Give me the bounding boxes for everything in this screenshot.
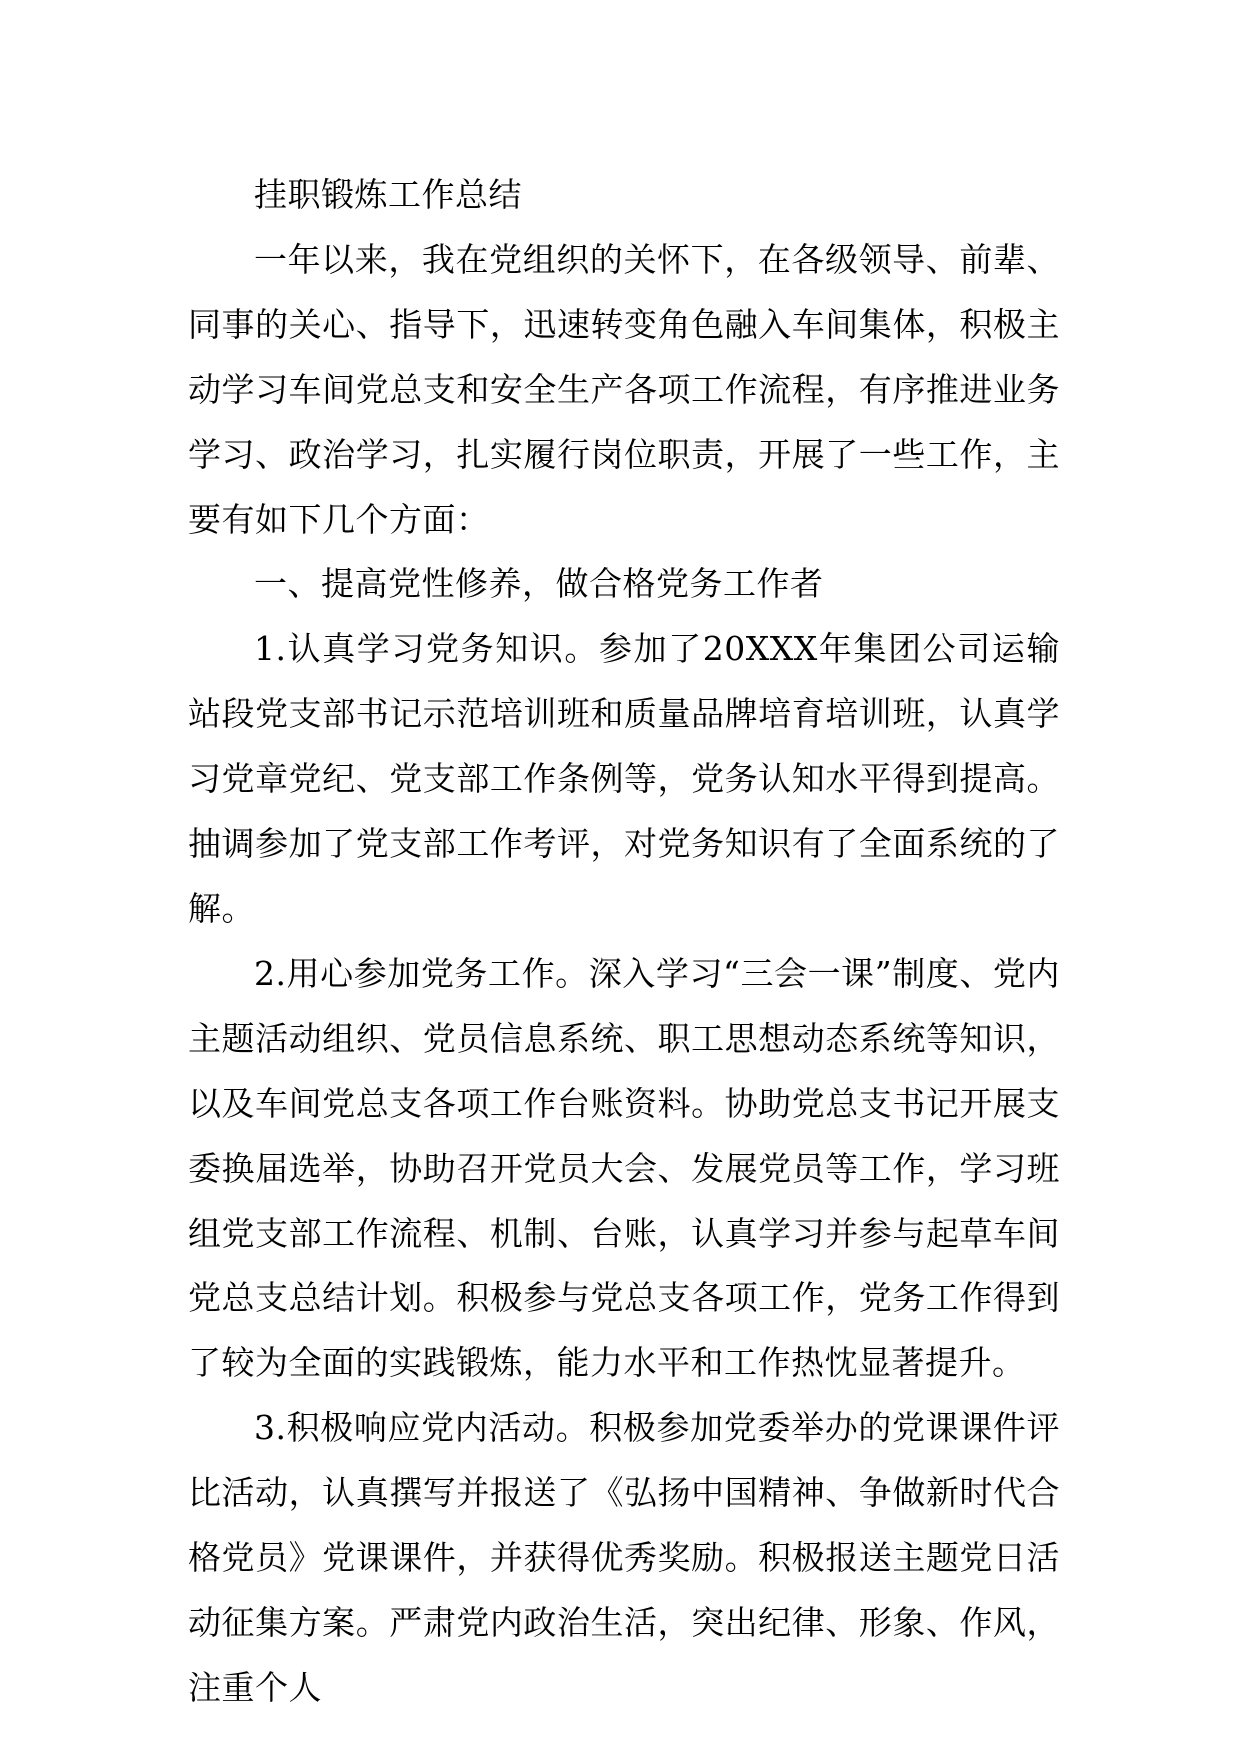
item-paragraph-2: 2.用心参加党务工作。深入学习“三会一课”制度、党内主题活动组织、党员信息系统、职工思想动态系统等知识，以及车间党总支各项工作台账资料。协助党总支书记开展支委换届选举，协助召开党员大会、发展党员等工作，学习班组党支部工作流程、机制、台账，认真学习并参与起草车间党总支总结计划。积极参与党总支各项工作，党务工作得到了较为全面的实践锻炼，能力水平和工作热忱显著提升。 — [188, 953, 1060, 1383]
section-heading-1: 一、提高党性修养，做合格党务工作者 — [254, 564, 824, 604]
item-paragraph-1: 1.认真学习党务知识。参加了20XXX年集团公司运输站段党支部书记示范培训班和质量品牌培育培训班，认真学习党章党纪、党支部工作条例等，党务认知水平得到提高。抽调参加了党支部工作考评，对党务知识有了全面系统的了解。 — [188, 629, 1060, 928]
document-body — [188, 163, 1060, 1721]
document-title: 挂职锻炼工作总结 — [254, 175, 522, 214]
intro-paragraph: 一年以来，我在党组织的关怀下，在各级领导、前辈、同事的关心、指导下，迅速转变角色融入车间集体，积极主动学习车间党总支和安全生产各项工作流程，有序推进业务学习、政治学习，扎实履行岗位职责，开展了一些工作，主要有如下几个方面： — [188, 239, 1060, 539]
item-paragraph-3: 3.积极响应党内活动。积极参加党委举办的党课课件评比活动，认真撰写并报送了《弘扬中国精神、争做新时代合格党员》党课课件，并获得优秀奖励。积极报送主题党日活动征集方案。严肃党内政治生活，突出纪律、形象、作风，注重个人 — [188, 1408, 1060, 1707]
